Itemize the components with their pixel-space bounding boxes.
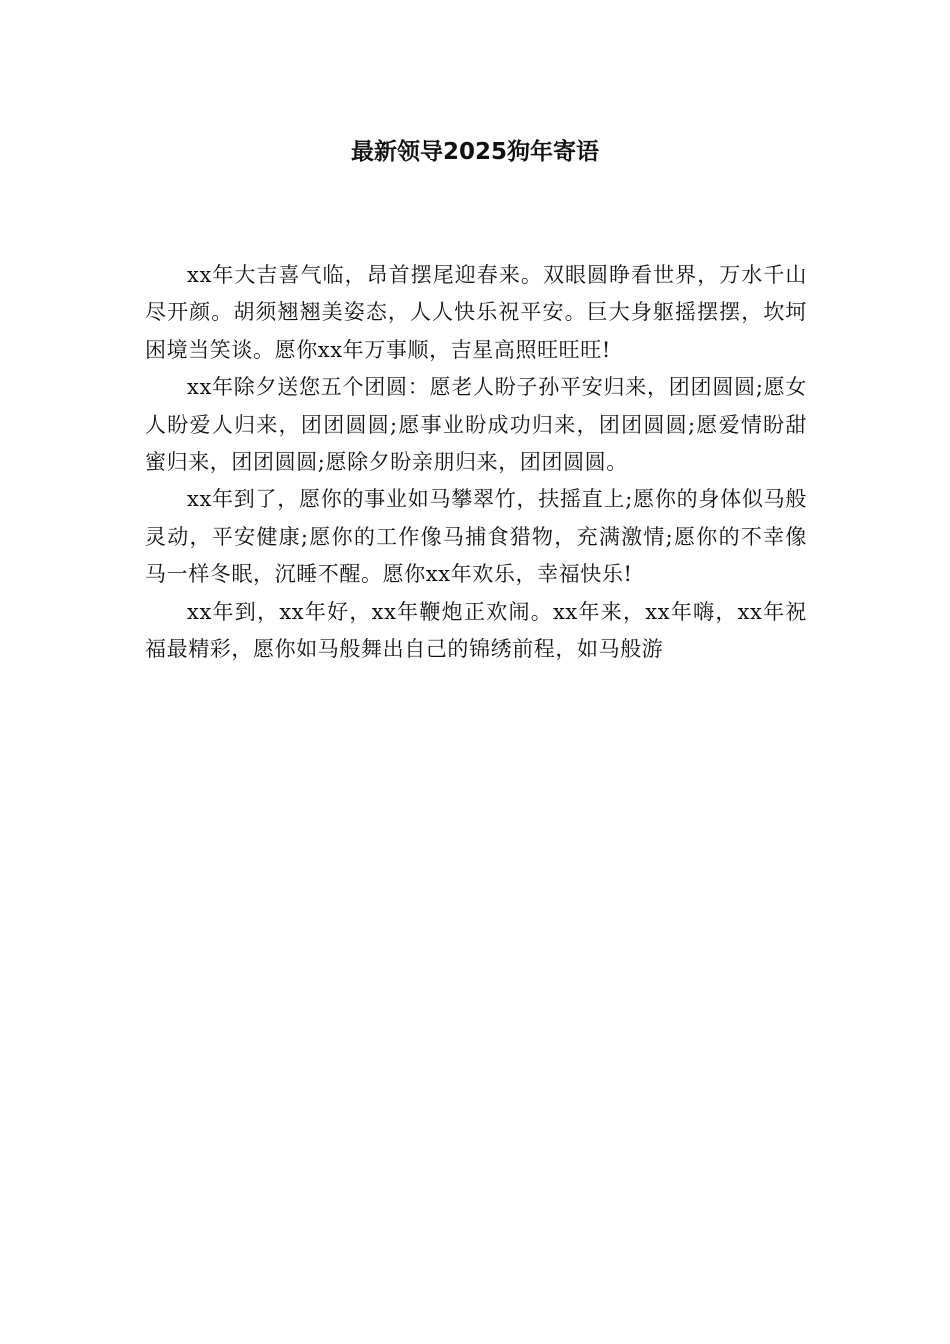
paragraph: xx年大吉喜气临，昂首摆尾迎春来。双眼圆睁看世界，万水千山尽开颜。胡须翘翘美姿态，人人快乐祝平安。巨大身躯摇摆摆，坎坷困境当笑谈。愿你xx年万事顺，吉星高照旺旺旺!	[145, 263, 807, 362]
document-title: 最新领导2025狗年寄语	[350, 139, 599, 165]
paragraph: xx年到，xx年好，xx年鞭炮正欢闹。xx年来，xx年嗨，xx年祝福最精彩，愿你如马般舞出自己的锦绣前程，如马般游	[145, 599, 807, 662]
document-body	[145, 257, 807, 668]
paragraph: xx年到了，愿你的事业如马攀翠竹，扶摇直上;愿你的身体似马般灵动，平安健康;愿你的工作像马捕食猎物，充满激情;愿你的不幸像马一样冬眠，沉睡不醒。愿你xx年欢乐，幸福快乐!	[145, 487, 807, 587]
paragraph: xx年除夕送您五个团圆：愿老人盼子孙平安归来，团团圆圆;愿女人盼爱人归来，团团圆圆;愿事业盼成功归来，团团圆圆;愿爱情盼甜蜜归来，团团圆圆;愿除夕盼亲朋归来，团团圆圆。	[145, 375, 807, 475]
